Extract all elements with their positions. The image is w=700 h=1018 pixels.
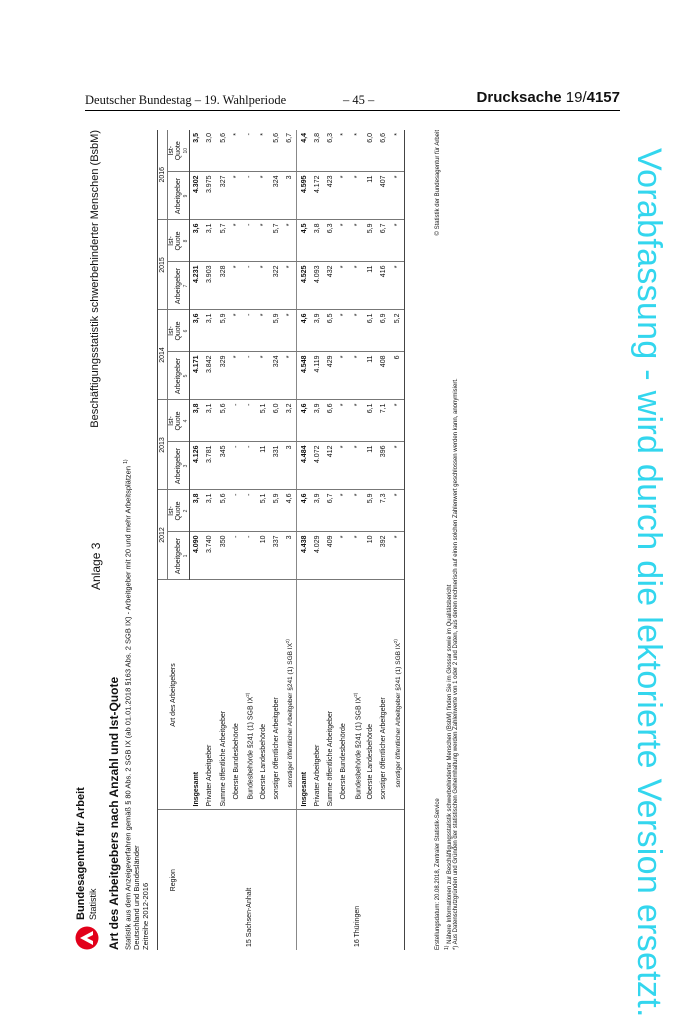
region-cell <box>390 810 404 950</box>
arbeitgeber-cell: * <box>337 172 350 220</box>
region-cell: 16 Thüringen <box>353 905 361 947</box>
arbeitgeber-cell: 331 <box>270 442 283 490</box>
region-cell <box>337 810 350 950</box>
ist-quote-cell: 3,9 <box>311 310 324 352</box>
ist-quote-cell: 6,3 <box>324 130 337 172</box>
arbeitgeber-cell: 3.740 <box>203 532 216 580</box>
arbeitgeber-cell: 11 <box>364 262 377 310</box>
ist-quote-cell: * <box>351 130 364 172</box>
arbeitgeber-cell: * <box>390 172 404 220</box>
arbeitgeber-cell: 432 <box>324 262 337 310</box>
ist-quote-cell: * <box>337 400 350 442</box>
arbeitgeber-cell: - <box>243 172 256 220</box>
region-cell <box>270 810 283 950</box>
region-cell: 15 Sachsen-Anhalt <box>246 887 254 947</box>
region-cell <box>283 810 297 950</box>
watermark: Vorabfassung - wird durch die lektorierte Version ersetzt. <box>630 148 668 1018</box>
table-row <box>283 130 297 950</box>
ist-quote-cell: 6,6 <box>324 400 337 442</box>
drucksache-number: Drucksache 19/4157 <box>476 89 620 106</box>
ist-quote-cell: - <box>230 490 243 532</box>
arbeitgeber-cell: * <box>351 442 364 490</box>
header-ist-quote: Ist- Quote <box>168 400 183 442</box>
ist-quote-cell: 5,9 <box>364 490 377 532</box>
ist-quote-cell: * <box>390 130 404 172</box>
header-left: Deutscher Bundestag – 19. Wahlperiode <box>85 93 287 107</box>
table-row <box>256 130 269 950</box>
header-art: Art des Arbeitgebers <box>158 580 190 810</box>
table-row <box>364 130 377 950</box>
footnote-1: $^{1)}$ Nähere Informationen zur Beschäftigungsstatistik schwerbehinderter Menschen (BsbM) finden Sie im Glossar sowie im Qualitätsbericht <box>444 584 453 950</box>
ist-quote-cell: 5,9 <box>270 490 283 532</box>
employer-type-label: Insgesamt <box>297 580 311 810</box>
ist-quote-cell: 4,6 <box>283 490 297 532</box>
region-cell <box>190 810 204 950</box>
arbeitgeber-cell: 392 <box>377 532 390 580</box>
table-row <box>324 130 337 950</box>
arbeitgeber-cell: - <box>243 262 256 310</box>
arbeitgeber-cell: 4.072 <box>311 442 324 490</box>
ist-quote-cell: 5,7 <box>270 220 283 262</box>
table-row <box>243 130 256 950</box>
ist-quote-cell: 5,2 <box>390 310 404 352</box>
creation-date: Erstellungsdatum: 20.08.2018, Zentraler Statistik-Service <box>435 798 441 950</box>
ist-quote-cell: 3,9 <box>311 490 324 532</box>
arbeitgeber-cell: 3.903 <box>203 262 216 310</box>
region-cell <box>203 810 216 950</box>
arbeitgeber-cell: 3.975 <box>203 172 216 220</box>
arbeitgeber-cell: 4.172 <box>311 172 324 220</box>
table-row <box>351 130 364 950</box>
header-arbeitgeber: Arbeitgeber <box>168 172 183 220</box>
ist-quote-cell: 3,8 <box>311 130 324 172</box>
agency-name: Bundesagentur für Arbeit <box>75 787 87 920</box>
ist-quote-cell: 6,7 <box>283 130 297 172</box>
employer-type-label: Summe öffentliche Arbeitgeber <box>217 580 230 810</box>
region-cell <box>230 810 243 950</box>
ist-quote-cell: 5,9 <box>364 220 377 262</box>
employer-type-label: sonstiger öffentlicher Arbeitgeber §241 (1) SGB IX$^{2)}$ <box>390 580 404 810</box>
employer-type-label: Summe öffentliche Arbeitgeber <box>324 580 337 810</box>
table-row <box>190 130 204 950</box>
arbeitgeber-cell: * <box>337 442 350 490</box>
arbeitgeber-cell: * <box>283 262 297 310</box>
arbeitgeber-cell: 10 <box>256 532 269 580</box>
arbeitgeber-cell: * <box>256 352 269 400</box>
ist-quote-cell: 4,6 <box>297 490 311 532</box>
ist-quote-cell: 5,9 <box>217 310 230 352</box>
arbeitgeber-cell: 4.525 <box>297 262 311 310</box>
ist-quote-cell: - <box>243 310 256 352</box>
arbeitgeber-cell: * <box>390 532 404 580</box>
ist-quote-cell: * <box>390 220 404 262</box>
column-number: 2 <box>182 490 190 532</box>
ist-quote-cell: * <box>230 310 243 352</box>
ist-quote-cell: 7,1 <box>377 400 390 442</box>
arbeitgeber-cell: * <box>351 532 364 580</box>
ist-quote-cell: * <box>351 490 364 532</box>
statistic-title: Beschäftigungsstatistik schwerbehinderter Menschen (BsbM) <box>89 130 101 428</box>
ist-quote-cell: 5,9 <box>270 310 283 352</box>
ist-quote-cell: * <box>337 490 350 532</box>
arbeitgeber-cell: 407 <box>377 172 390 220</box>
header-arbeitgeber: Arbeitgeber <box>168 262 183 310</box>
table-row <box>203 130 216 950</box>
employer-type-label: Oberste Landesbehörde <box>364 580 377 810</box>
column-number: 9 <box>182 172 190 220</box>
ist-quote-cell: 5,6 <box>217 130 230 172</box>
employer-type-label: Bundesbehörde §241 (1) SGB IX$^{2)}$ <box>243 580 256 810</box>
arbeitgeber-cell: * <box>351 262 364 310</box>
arbeitgeber-cell: 11 <box>364 172 377 220</box>
arbeitgeber-cell: * <box>351 352 364 400</box>
ist-quote-cell: * <box>390 400 404 442</box>
ist-quote-cell: 3,1 <box>203 490 216 532</box>
ist-quote-cell: * <box>337 130 350 172</box>
arbeitgeber-cell: 409 <box>324 532 337 580</box>
arbeitgeber-cell: 328 <box>217 262 230 310</box>
arbeitgeber-cell: 3 <box>283 532 297 580</box>
ist-quote-cell: * <box>256 130 269 172</box>
header-region: Region <box>158 810 190 950</box>
table-row <box>311 130 324 950</box>
arbeitgeber-cell: * <box>390 262 404 310</box>
ist-quote-cell: 3,6 <box>190 310 204 352</box>
table-row <box>390 130 404 950</box>
arbeitgeber-cell: * <box>351 172 364 220</box>
arbeitgeber-cell: 4.029 <box>311 532 324 580</box>
ist-quote-cell: 4,4 <box>297 130 311 172</box>
ist-quote-cell: 5,6 <box>270 130 283 172</box>
table-row <box>337 130 350 950</box>
employer-type-label: Insgesamt <box>190 580 204 810</box>
ist-quote-cell: 6,7 <box>324 490 337 532</box>
ist-quote-cell: * <box>390 490 404 532</box>
arbeitgeber-cell: 4.090 <box>190 532 204 580</box>
ist-quote-cell: 3,8 <box>311 220 324 262</box>
employer-type-label: Bundesbehörde §241 (1) SGB IX$^{2)}$ <box>351 580 364 810</box>
ist-quote-cell: * <box>283 310 297 352</box>
footnote-2: *) Aus Datenschutzgründen und Gründen der statistischen Geheimhaltung werden Zahlenwerte von 1 oder 2 und Daten, aus denen rechnerisch auf einen solchen Zahlenwert geschlossen werden kann, anonymisiert. <box>453 378 459 950</box>
ist-quote-cell: 6,5 <box>324 310 337 352</box>
employer-type-label: Privater Arbeitgeber <box>311 580 324 810</box>
arbeitgeber-cell: 4.231 <box>190 262 204 310</box>
ist-quote-cell: 6,0 <box>270 400 283 442</box>
data-table <box>157 130 405 950</box>
arbeitgeber-cell: * <box>337 352 350 400</box>
ist-quote-cell: * <box>337 310 350 352</box>
ist-quote-cell: 5,6 <box>217 400 230 442</box>
table-row <box>217 130 230 950</box>
ist-quote-cell: 3,8 <box>190 490 204 532</box>
description-line-3: Zeitreihe 2012-2016 <box>141 882 150 950</box>
column-number: 7 <box>182 262 190 310</box>
ist-quote-cell: - <box>230 400 243 442</box>
column-number: 5 <box>182 352 190 400</box>
arbeitgeber-cell: 4.302 <box>190 172 204 220</box>
arbeitgeber-cell: 396 <box>377 442 390 490</box>
header-ist-quote: Ist- Quote <box>168 490 183 532</box>
arbeitgeber-cell: - <box>243 352 256 400</box>
arbeitgeber-cell: 416 <box>377 262 390 310</box>
arbeitgeber-cell: - <box>243 532 256 580</box>
description-line-2: Deutschland und Bundesländer <box>132 845 141 950</box>
header-year: 2013 <box>158 400 168 490</box>
arbeitgeber-cell: * <box>230 352 243 400</box>
ist-quote-cell: * <box>256 310 269 352</box>
description-line-1: Statistik aus dem Anzeigeverfahren gemäß § 80 Abs. 2 SGB IX (ab 01.01.2018 §163 Abs. 2 SGB IX) - Arbeitgeber mit 20 und mehr Arbeitsplätzen $^{1)}$ <box>123 459 133 950</box>
ist-quote-cell: * <box>351 310 364 352</box>
ist-quote-cell: 6,1 <box>364 400 377 442</box>
region-cell <box>311 810 324 950</box>
arbeitgeber-cell: 322 <box>270 262 283 310</box>
arbeitgeber-cell: 324 <box>270 172 283 220</box>
arbeitgeber-cell: 329 <box>217 352 230 400</box>
region-cell <box>217 810 230 950</box>
arbeitgeber-cell: 412 <box>324 442 337 490</box>
employer-type-label: Oberste Landesbehörde <box>256 580 269 810</box>
table-row <box>230 130 243 950</box>
arbeitgeber-cell: 3 <box>283 172 297 220</box>
ist-quote-cell: 3,8 <box>190 400 204 442</box>
arbeitgeber-cell: * <box>230 262 243 310</box>
arbeitgeber-cell: 4.093 <box>311 262 324 310</box>
table-title: Art des Arbeitgebers nach Anzahl und Ist-Quote <box>107 676 121 950</box>
arbeitgeber-cell: - <box>230 442 243 490</box>
agency-sub: Statistik <box>88 888 98 920</box>
arbeitgeber-cell: 327 <box>217 172 230 220</box>
ist-quote-cell: 5,7 <box>217 220 230 262</box>
ist-quote-cell: 6,0 <box>364 130 377 172</box>
table-row <box>377 130 390 950</box>
ist-quote-cell: 3,1 <box>203 220 216 262</box>
arbeitgeber-cell: 3.781 <box>203 442 216 490</box>
ist-quote-cell: 6,1 <box>364 310 377 352</box>
column-number: 4 <box>182 400 190 442</box>
column-number: 10 <box>182 130 190 172</box>
ist-quote-cell: - <box>243 130 256 172</box>
ist-quote-cell: 6,7 <box>377 220 390 262</box>
header-ist-quote: Ist- Quote <box>168 310 183 352</box>
arbeitgeber-cell: 11 <box>364 442 377 490</box>
ist-quote-cell: 5,6 <box>217 490 230 532</box>
ist-quote-cell: 3,9 <box>311 400 324 442</box>
arbeitgeber-cell: * <box>283 352 297 400</box>
arbeitgeber-cell: 337 <box>270 532 283 580</box>
ist-quote-cell: 7,3 <box>377 490 390 532</box>
arbeitgeber-cell: * <box>230 172 243 220</box>
ist-quote-cell: 3,2 <box>283 400 297 442</box>
header-year: 2012 <box>158 490 168 580</box>
ist-quote-cell: * <box>256 220 269 262</box>
ist-quote-cell: * <box>351 220 364 262</box>
copyright: © Statistik der Bundesagentur für Arbeit <box>435 130 441 236</box>
header-rule <box>85 110 620 111</box>
column-number: 3 <box>182 442 190 490</box>
region-cell <box>256 810 269 950</box>
employer-type-label: sonstiger öffentlicher Arbeitgeber <box>377 580 390 810</box>
ist-quote-cell: 4,5 <box>297 220 311 262</box>
header-arbeitgeber: Arbeitgeber <box>168 442 183 490</box>
header-year: 2015 <box>158 220 168 310</box>
arbeitgeber-cell: - <box>243 442 256 490</box>
arbeitgeber-cell: 4.484 <box>297 442 311 490</box>
region-cell <box>377 810 390 950</box>
running-header <box>85 89 620 113</box>
header-year: 2016 <box>158 130 168 220</box>
arbeitgeber-cell: 4.595 <box>297 172 311 220</box>
arbeitgeber-cell: 4.438 <box>297 532 311 580</box>
anlage-label: Anlage 3 <box>89 542 103 590</box>
arbeitgeber-cell: 345 <box>217 442 230 490</box>
header-arbeitgeber: Arbeitgeber <box>168 532 183 580</box>
ba-logo-icon <box>75 926 99 950</box>
arbeitgeber-cell: - <box>230 532 243 580</box>
page-number: – 45 – <box>343 93 375 107</box>
ist-quote-cell: 3,0 <box>203 130 216 172</box>
employer-type-label: Privater Arbeitgeber <box>203 580 216 810</box>
ist-quote-cell: 3,1 <box>203 310 216 352</box>
arbeitgeber-cell: * <box>337 262 350 310</box>
arbeitgeber-cell: * <box>390 442 404 490</box>
header-arbeitgeber: Arbeitgeber <box>168 352 183 400</box>
ist-quote-cell: 6,9 <box>377 310 390 352</box>
arbeitgeber-cell: 4.548 <box>297 352 311 400</box>
ist-quote-cell: 4,6 <box>297 310 311 352</box>
ist-quote-cell: - <box>243 490 256 532</box>
header-ist-quote: Ist- Quote <box>168 220 183 262</box>
employer-type-label: sonstiger öffentlicher Arbeitgeber §241 (1) SGB IX$^{2)}$ <box>283 580 297 810</box>
column-number: 1 <box>182 532 190 580</box>
arbeitgeber-cell: 11 <box>256 442 269 490</box>
arbeitgeber-cell: 4.171 <box>190 352 204 400</box>
employer-type-label: Oberste Bundesbehörde <box>230 580 243 810</box>
column-number: 8 <box>182 220 190 262</box>
table-row <box>270 130 283 950</box>
ist-quote-cell: 6,6 <box>377 130 390 172</box>
arbeitgeber-cell: 408 <box>377 352 390 400</box>
arbeitgeber-cell: * <box>337 532 350 580</box>
arbeitgeber-cell: 423 <box>324 172 337 220</box>
region-cell <box>297 810 311 950</box>
arbeitgeber-cell: 6 <box>390 352 404 400</box>
table-row <box>297 130 311 950</box>
arbeitgeber-cell: 350 <box>217 532 230 580</box>
ist-quote-cell: * <box>230 220 243 262</box>
employer-type-label: sonstiger öffentlicher Arbeitgeber <box>270 580 283 810</box>
arbeitgeber-cell: 11 <box>364 352 377 400</box>
employer-type-label: Oberste Bundesbehörde <box>337 580 350 810</box>
ist-quote-cell: 3,1 <box>203 400 216 442</box>
ist-quote-cell: - <box>243 400 256 442</box>
column-number: 6 <box>182 310 190 352</box>
arbeitgeber-cell: 324 <box>270 352 283 400</box>
ist-quote-cell: * <box>351 400 364 442</box>
ist-quote-cell: * <box>230 130 243 172</box>
ist-quote-cell: 3,5 <box>190 130 204 172</box>
arbeitgeber-cell: 429 <box>324 352 337 400</box>
ist-quote-cell: * <box>337 220 350 262</box>
arbeitgeber-cell: * <box>256 172 269 220</box>
arbeitgeber-cell: 4.126 <box>190 442 204 490</box>
arbeitgeber-cell: 3 <box>283 442 297 490</box>
table-body <box>190 130 405 950</box>
ist-quote-cell: - <box>243 220 256 262</box>
header-ist-quote: Ist- Quote <box>168 130 183 172</box>
region-cell <box>364 810 377 950</box>
arbeitgeber-cell: 3.842 <box>203 352 216 400</box>
ist-quote-cell: 4,6 <box>297 400 311 442</box>
ist-quote-cell: 3,6 <box>190 220 204 262</box>
ist-quote-cell: 5,1 <box>256 400 269 442</box>
arbeitgeber-cell: 4.119 <box>311 352 324 400</box>
arbeitgeber-cell: 10 <box>364 532 377 580</box>
arbeitgeber-cell: * <box>256 262 269 310</box>
ist-quote-cell: 5,1 <box>256 490 269 532</box>
ist-quote-cell: * <box>283 220 297 262</box>
region-cell <box>324 810 337 950</box>
ist-quote-cell: 6,3 <box>324 220 337 262</box>
header-year: 2014 <box>158 310 168 400</box>
rotated-page <box>75 130 465 950</box>
